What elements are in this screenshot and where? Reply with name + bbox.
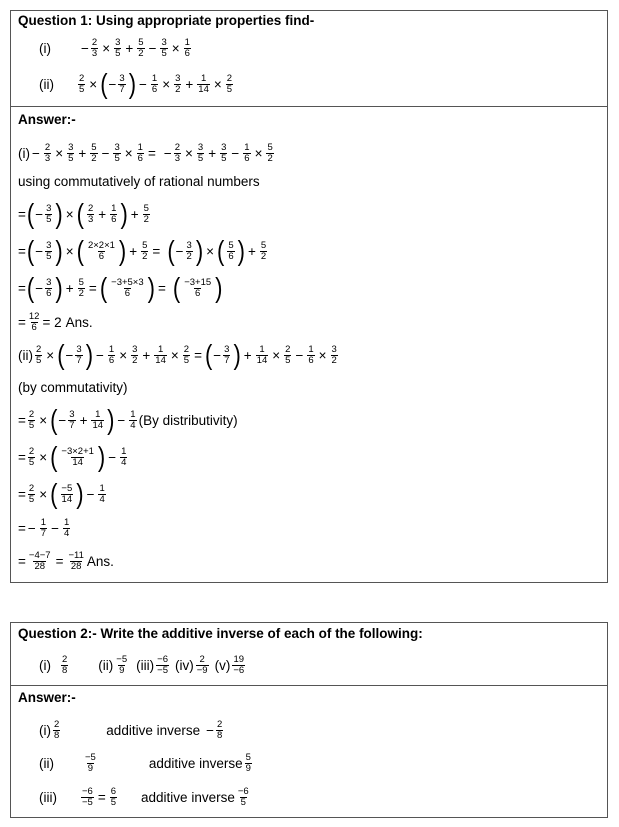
answer-1-step: = $\frac{2}{5}$ × ( − $\frac{3}{7}$ + $\frac{1}{14}$ ) − $\frac{1}{4}$ (By distributivity) <box>18 403 238 435</box>
part-label: (ii) <box>39 755 54 771</box>
answer-1-result-i: = $\frac{12}{6}$ = 2 Ans. <box>18 310 93 333</box>
result-value: = 2 <box>42 314 62 330</box>
answer-1-step: = ( − $\frac{3}{6}$ ) + $\frac{5}{2}$ = ( $\frac{-3+5\times 3}{6}$ ) = ( $\frac{-3+15}{6}$ ) <box>18 271 223 303</box>
answer-1-step: = ( − $\frac{3}{5}$ ) × ( $\frac{2}{3}$ + $\frac{1}{6}$ ) + $\frac{5}{2}$ <box>18 197 149 229</box>
answer-2-row-i: (i) $\frac{2}{8}$ additive inverse − $\frac{2}{8}$ <box>39 718 223 741</box>
answer-1-step-ii: (ii) $\frac{2}{5}$ × ( − $\frac{3}{7}$ ) − $\frac{1}{6}$ × $\frac{3}{2}$ + $\frac{1}{14}$ × $\frac{2}{5}$ = ( − $\frac{3}{7}$ ) + $\frac{1}{14}$ × $\frac{2}{5}$ − $\frac{1}{6}$ × $\frac{3}{2}$ <box>18 338 337 370</box>
inverse-label: additive inverse <box>148 755 243 771</box>
inverse-label: additive inverse <box>141 789 235 805</box>
question-2-title: Question 2:- Write the additive inverse of each of the following: <box>18 625 423 641</box>
distributivity-note: (By distributivity) <box>138 412 238 428</box>
answer-1-result-ii: = $\frac{-4-7}{28}$ = $\frac{-11}{28}$ Ans. <box>18 549 114 572</box>
answer-1-step: = $\frac{2}{5}$ × ( $\frac{-3\times 2+1}{14}$ ) − $\frac{1}{4}$ <box>18 440 127 472</box>
part-label: (iii) <box>136 657 155 673</box>
answer-1-box <box>10 106 608 583</box>
question-1-box <box>10 10 608 107</box>
answer-2-title: Answer:- <box>18 689 76 705</box>
answer-1-step: = $\frac{2}{5}$ × ( $\frac{-5}{14}$ ) − $\frac{1}{4}$ <box>18 477 105 509</box>
part-label: (i) <box>18 145 30 161</box>
part-label: (iv) <box>174 657 194 673</box>
answer-2-box <box>10 685 608 818</box>
commutativity-note: (by commutativity) <box>18 379 128 395</box>
part-label: (iii) <box>39 789 57 805</box>
question-1-part-ii: (ii) $\frac{2}{5}$ × ( − $\frac{3}{7}$ ) − $\frac{1}{6}$ × $\frac{3}{2}$ + $\frac{1}{14}$ × $\frac{2}{5}$ <box>39 67 233 99</box>
part-label: (ii) <box>98 657 114 673</box>
inverse-label: additive inverse <box>106 722 201 738</box>
part-label: (i) <box>39 722 51 738</box>
answer-1-step-i: (i) − $\frac{2}{3}$ × $\frac{3}{5}$ + $\frac{5}{2}$ − $\frac{3}{5}$ × $\frac{1}{6}$ = − $\frac{2}{3}$ × $\frac{3}{5}$ + $\frac{3}{5}$ − $\frac{1}{6}$ × $\frac{5}{2}$ <box>18 141 273 164</box>
answer-1-step: = − $\frac{1}{7}$ − $\frac{1}{4}$ <box>18 516 70 539</box>
answer-1-title: Answer:- <box>18 111 76 127</box>
ans-label: Ans. <box>65 314 93 330</box>
question-1-part-i: (i) − $\frac{2}{3}$ × $\frac{3}{5}$ + $\frac{5}{2}$ − $\frac{3}{5}$ × $\frac{1}{6}$ <box>39 36 190 59</box>
part-label: (i) <box>39 657 51 673</box>
answer-1-step: = ( − $\frac{3}{5}$ ) × ( $\frac{2\times 2\times 1}{6}$ ) + $\frac{5}{2}$ = ( − $\frac{3}{2}$ ) × ( $\frac{5}{6}$ ) + $\frac{5}{2}$ <box>18 234 267 266</box>
part-label: (v) <box>214 657 231 673</box>
question-1-title: Question 1: Using appropriate properties find- <box>18 12 315 28</box>
ans-label: Ans. <box>86 553 114 569</box>
part-label: (i) <box>39 40 51 56</box>
answer-2-row-iii: (iii) $\frac{-6}{-5}$ = $\frac{6}{5}$ additive inverse $\frac{-6}{5}$ <box>39 785 249 808</box>
question-2-items: (i) $\frac{2}{8}$ (ii) $\frac{-5}{9}$ (iii) $\frac{-6}{-5}$ (iv) $\frac{2}{-9}$ (v) $\frac{19}{-6}$ <box>39 653 245 676</box>
question-2-box <box>10 622 608 686</box>
commutative-note: using commutatively of rational numbers <box>18 173 260 189</box>
answer-2-row-ii: (ii) $\frac{-5}{9}$ additive inverse $\frac{5}{9}$ <box>39 751 251 774</box>
part-label: (ii) <box>18 347 33 363</box>
part-label: (ii) <box>39 76 54 92</box>
